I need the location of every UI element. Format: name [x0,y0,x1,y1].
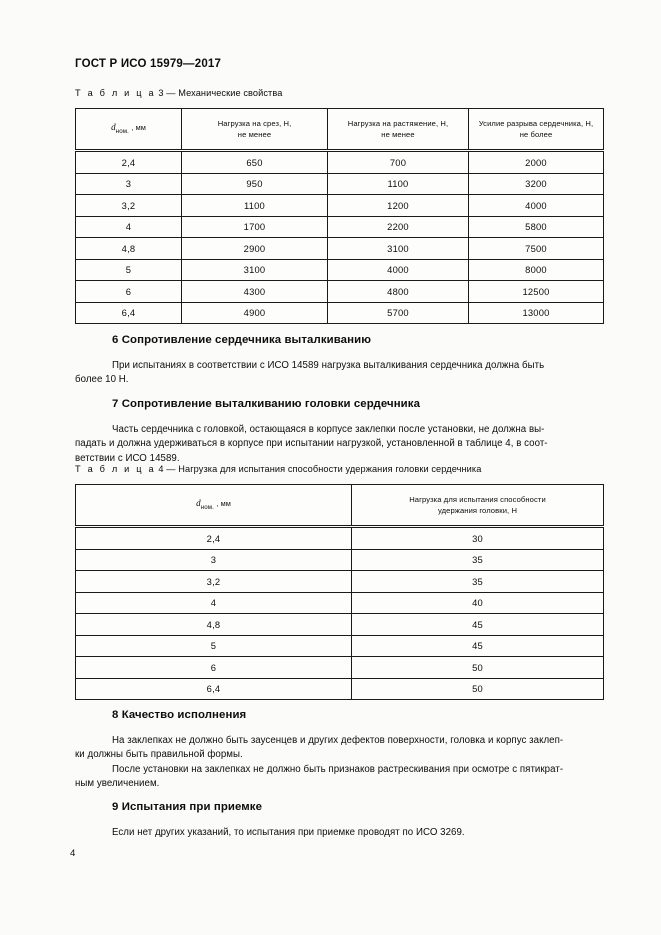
table-row [76,259,604,281]
table-row [76,635,604,657]
table3-caption-title: Механические свойства [178,88,283,98]
cell-shear: 2900 [182,238,328,260]
table4-caption-title: Нагрузка для испытания способности удержания головки сердечника [178,464,482,474]
table-row [76,527,604,550]
cell-shear: 1700 [182,216,328,238]
cell-retention: 45 [352,635,604,657]
section-8-paragraph-2-line1: После установки на заклепках не должно быть признаков растрескивания при осмотре с пятикрат- [112,763,564,775]
table-row [76,549,604,571]
cell-dnom: 4 [76,592,352,614]
section-6 [75,334,603,388]
table3-block [75,88,603,98]
table-row [76,238,604,260]
section-6-heading: 6 Сопротивление сердечника выталкиванию [112,334,372,346]
table4-col-retention-load-line2: удержания головки, Н [437,506,518,515]
table4-caption-label: Т а б л и ц а [75,464,156,474]
table-row [76,302,604,324]
table-row [76,195,604,217]
section-6-paragraph-line1: При испытаниях в соответствии с ИСО 14589 нагрузка выталкивания сердечника должна быть [112,360,545,371]
table3-caption-number: 3 [158,88,164,98]
cell-dnom: 6,4 [76,302,182,324]
cell-dnom: 6,4 [76,678,352,700]
cell-retention: 30 [352,527,604,550]
table3-col-tensile-load-line2: не менее [381,130,415,139]
cell-mandrel: 12500 [469,281,604,303]
cell-tensile: 4800 [328,281,469,303]
table-row [76,571,604,593]
table4-body [76,527,604,700]
table4-col-retention-load-line1: Нагрузка для испытания способности [409,495,546,504]
cell-tensile: 3100 [328,238,469,260]
table3-col-mandrel-break [469,109,604,151]
cell-shear: 3100 [182,259,328,281]
section-7-heading: 7 Сопротивление выталкиванию головки сердечника [112,398,421,410]
cell-retention: 50 [352,678,604,700]
cell-shear: 650 [182,151,328,174]
cell-dnom: 3 [76,549,352,571]
table3-col-tensile-load-line1: Нагрузка на растяжение, Н, [347,119,449,128]
cell-retention: 35 [352,571,604,593]
section-8-paragraph-2-line2: ным увеличением. [75,778,160,790]
table-row [76,657,604,679]
table4-col-retention-load [352,485,604,527]
table3-col-shear-load [182,109,328,151]
section-7 [75,398,603,466]
table3-col-shear-load-line2: не менее [237,130,272,139]
cell-tensile: 1100 [328,173,469,195]
section-8-paragraph-1-line1: На заклепках не должно быть заусенцев и других дефектов поверхности, головка и корпус заклеп- [112,735,564,746]
page-number: 4 [70,848,76,859]
running-head: ГОСТ Р ИСО 15979—2017 [75,58,222,70]
table-row [76,678,604,700]
table3-header-row [76,109,604,151]
cell-dnom: 6 [76,657,352,679]
cell-mandrel: 5800 [469,216,604,238]
section-7-paragraph-line2: падать и должна удерживаться в корпусе при испытании нагрузкой, установленной в таблице 4, в соот- [75,438,548,450]
cell-shear: 4900 [182,302,328,324]
section-8-paragraph-1-line2: ки должны быть правильной формы. [75,749,243,761]
cell-retention: 40 [352,592,604,614]
dnom-unit: , мм [131,123,146,133]
cell-dnom: 5 [76,635,352,657]
table-row [76,281,604,303]
section-8-paragraph-2 [75,763,603,792]
table-row [76,216,604,238]
cell-mandrel: 3200 [469,173,604,195]
cell-shear: 4300 [182,281,328,303]
cell-mandrel: 7500 [469,238,604,260]
table3-col-mandrel-break-line1: Усилие разрыва сердечника, Н, [478,119,594,128]
cell-dnom: 2,4 [76,527,352,550]
section-9-heading: 9 Испытания при приемке [112,801,263,813]
table3-caption-dash: — [166,88,176,98]
table-row [76,151,604,174]
table4-caption [75,464,603,474]
section-9 [75,801,603,840]
section-7-paragraph-line3: ветствии с ИСО 14589. [75,452,180,464]
table3-caption-label: Т а б л и ц а [75,88,156,98]
dnom-symbol: $d_{ном.}$ [196,498,214,511]
cell-dnom: 4,8 [76,238,182,260]
table4-header-row [76,485,604,527]
cell-retention: 35 [352,549,604,571]
head-retention-load-table [75,484,604,700]
cell-tensile: 2200 [328,216,469,238]
cell-dnom: 3 [76,173,182,195]
table4-caption-dash: — [166,464,176,474]
cell-dnom: 3,2 [76,195,182,217]
table3-col-mandrel-break-line2: не более [519,130,553,139]
mechanical-properties-table [75,108,604,324]
table4-wrapper [75,484,603,700]
cell-mandrel: 13000 [469,302,604,324]
cell-shear: 950 [182,173,328,195]
table-row [76,592,604,614]
dnom-subscript: ном. [200,503,214,511]
table4-block [75,464,603,474]
cell-dnom: 4,8 [76,614,352,636]
cell-tensile: 700 [328,151,469,174]
cell-mandrel: 8000 [469,259,604,281]
table3-body [76,151,604,324]
cell-shear: 1100 [182,195,328,217]
table-row [76,173,604,195]
table3-col-shear-load-line1: Нагрузка на срез, Н, [217,119,292,128]
section-6-paragraph-line2: более 10 Н. [75,374,129,386]
section-6-paragraph [75,359,603,388]
table3-caption [75,88,603,98]
dnom-symbol: $d_{ном.}$ [111,122,129,135]
table3-col-dnom [76,109,182,151]
cell-dnom: 4 [76,216,182,238]
cell-tensile: 5700 [328,302,469,324]
table-row [76,614,604,636]
table4-col-dnom [76,485,352,527]
cell-dnom: 6 [76,281,182,303]
section-9-paragraph: Если нет других указаний, то испытания при приемке проводят по ИСО 3269. [112,827,465,838]
cell-dnom: 2,4 [76,151,182,174]
section-7-paragraph [75,423,603,466]
cell-retention: 50 [352,657,604,679]
table3-wrapper [75,108,603,324]
cell-mandrel: 2000 [469,151,604,174]
table4-caption-number: 4 [158,464,164,474]
cell-dnom: 5 [76,259,182,281]
section-8-heading: 8 Качество исполнения [112,709,247,721]
dnom-subscript: ном. [115,127,129,135]
cell-dnom: 3,2 [76,571,352,593]
section-8-paragraph-1 [75,734,603,763]
cell-retention: 45 [352,614,604,636]
cell-tensile: 4000 [328,259,469,281]
table3-col-tensile-load [328,109,469,151]
cell-tensile: 1200 [328,195,469,217]
dnom-unit: , мм [216,499,231,509]
section-8 [75,709,603,792]
section-7-paragraph-line1: Часть сердечника с головкой, остающаяся в корпусе заклепки после установки, не должна вы- [112,424,545,435]
cell-mandrel: 4000 [469,195,604,217]
